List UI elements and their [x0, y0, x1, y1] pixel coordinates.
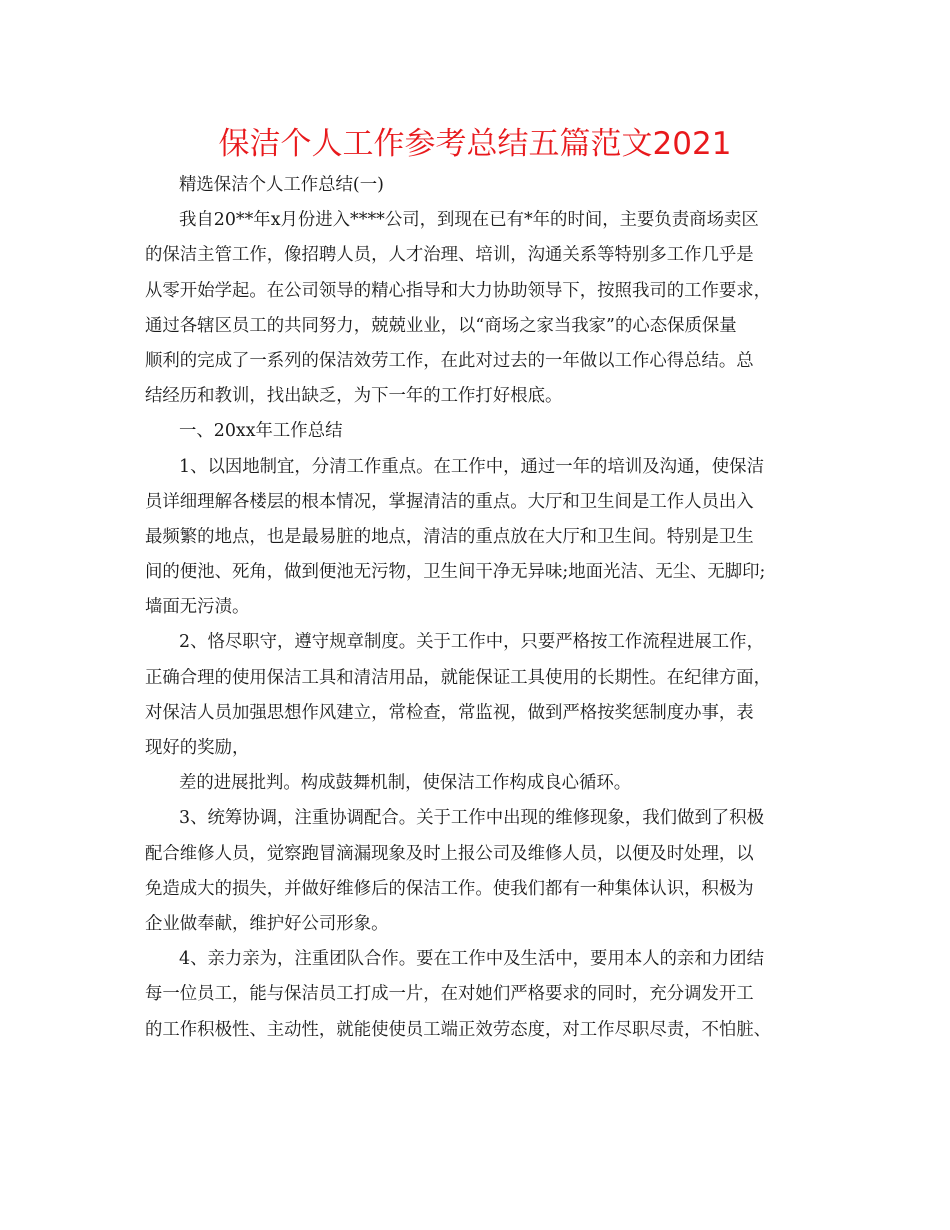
- text-line: 企业做奉献，维护好公司形象。: [145, 913, 389, 934]
- text-line: 间的便池、死角，做到便池无污物，卫生间干净无异味;地面光洁、无尘、无脚印;: [145, 562, 766, 583]
- document-title: 保洁个人工作参考总结五篇范文2021: [218, 126, 732, 162]
- text-line: 差的进展批判。构成鼓舞机制，使保洁工作构成良心循环。: [179, 773, 632, 794]
- text-line: 员详细理解各楼层的根本情况，掌握清洁的重点。大厅和卫生间是工作人员出入: [145, 491, 754, 512]
- text-line: 通过各辖区员工的共同努力，兢兢业业，以“商场之家当我家”的心态保质保量: [145, 315, 737, 336]
- text-line: 4、亲力亲为，注重团队合作。要在工作中及生活中，要用本人的亲和力团结: [179, 949, 764, 970]
- text-line: 3、统筹协调，注重协调配合。关于工作中出现的维修现象，我们做到了积极: [179, 808, 764, 829]
- text-line: 精选保洁个人工作总结(一): [179, 175, 384, 195]
- text-line: 2、恪尽职守，遵守规章制度。关于工作中，只要严格按工作流程进展工作，: [179, 632, 764, 653]
- text-line: 一、20xx年工作总结: [179, 421, 343, 442]
- text-line: 正确合理的使用保洁工具和清洁用品，就能保证工具使用的长期性。在纪律方面，: [145, 667, 772, 688]
- text-line: 我自20**年x月份进入****公司，到现在已有*年的时间，主要负责商场卖区: [179, 210, 759, 231]
- text-line: 1、以因地制宜，分清工作重点。在工作中，通过一年的培训及沟通，使保洁: [179, 456, 764, 477]
- text-line: 对保洁人员加强思想作风建立，常检查，常监视，做到严格按奖惩制度办事，表: [145, 702, 754, 723]
- text-line: 顺利的完成了一系列的保洁效劳工作，在此对过去的一年做以工作心得总结。总: [145, 350, 754, 371]
- text-line: 墙面无污渍。: [145, 597, 250, 618]
- text-line: 每一位员工，能与保洁员工打成一片，在对她们严格要求的同时，充分调发开工: [145, 984, 754, 1005]
- document-body: [145, 168, 805, 1048]
- text-line: 现好的奖励，: [145, 738, 250, 758]
- text-line: 从零开始学起。在公司领导的精心指导和大力协助领导下，按照我司的工作要求，: [145, 280, 772, 301]
- text-line: 结经历和教训，找出缺乏，为下一年的工作打好根底。: [145, 386, 563, 407]
- text-line: 配合维修人员，觉察跑冒滴漏现象及时上报公司及维修人员，以便及时处理，以: [145, 843, 754, 864]
- text-line: 的保洁主管工作，像招聘人员，人才治理、培训，沟通关系等特别多工作几乎是: [145, 245, 754, 266]
- text-line: 的工作积极性、主动性，就能使使员工端正效劳态度，对工作尽职尽责，不怕脏、: [145, 1019, 772, 1040]
- text-line: 免造成大的损失，并做好维修后的保洁工作。使我们都有一种集体认识，积极为: [145, 878, 754, 899]
- text-line: 最频繁的地点，也是最易脏的地点，清洁的重点放在大厅和卫生间。特别是卫生: [145, 526, 754, 547]
